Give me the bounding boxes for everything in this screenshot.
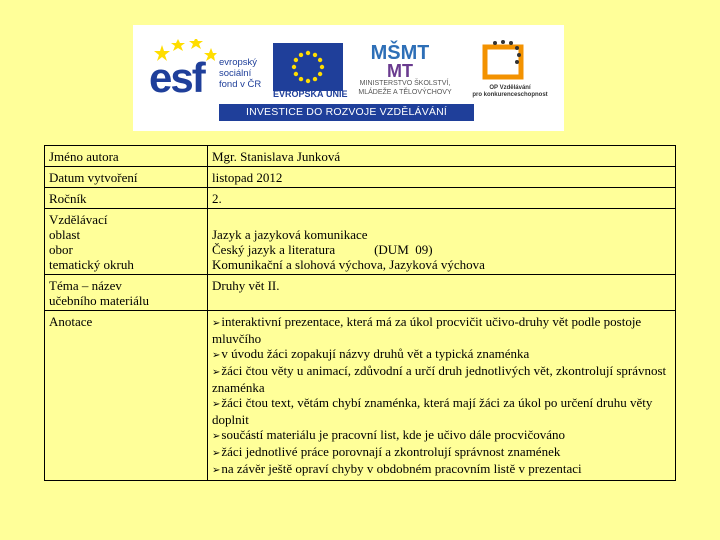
arrow-bullet-icon: ➢ bbox=[212, 465, 221, 476]
annotation-bullet: ➢žáci čtou věty u animací, zdůvodní a určí druh jednotlivých vět, zkontrolují správnost znaménka bbox=[212, 363, 667, 395]
table-row bbox=[45, 311, 676, 481]
grade-value: 2. bbox=[208, 188, 676, 209]
arrow-bullet-icon: ➢ bbox=[212, 318, 221, 329]
annotation-bullet: ➢interaktivní prezentace, která má za úkol procvičit učivo-druhy vět podle postoje mluvčího bbox=[212, 314, 642, 346]
msmt-mark-icon bbox=[371, 39, 429, 79]
eu-caption: EVROPSKÁ UNIE bbox=[273, 89, 348, 99]
logo-banner bbox=[133, 25, 564, 131]
eu-star-icon bbox=[306, 51, 310, 55]
date-label: Datum vytvoření bbox=[45, 167, 208, 188]
author-label: Jméno autora bbox=[45, 146, 208, 167]
eu-star-icon bbox=[320, 65, 324, 69]
op-logo-icon bbox=[477, 39, 529, 85]
annotation-label: Anotace bbox=[45, 311, 208, 481]
annotation-bullet: ➢součástí materiálu je pracovní list, kde je učivo dále procvičováno bbox=[212, 427, 566, 442]
invest-bar bbox=[219, 104, 474, 121]
esf-caption: evropský sociální fond v ČR bbox=[219, 57, 262, 90]
author-value: Mgr. Stanislava Junková bbox=[208, 146, 676, 167]
eu-star-icon bbox=[294, 58, 298, 62]
eu-star-icon bbox=[306, 79, 310, 83]
area-value: Jazyk a jazyková komunikace Český jazyk a literatura (DUM 09) Komunikační a slohová výchova, Jazyková výchova bbox=[208, 209, 676, 275]
arrow-bullet-icon: ➢ bbox=[212, 367, 221, 378]
eu-star-icon bbox=[292, 65, 296, 69]
op-caption: OP Vzdělávání pro konkurenceschopnost bbox=[472, 85, 548, 98]
eu-star-icon bbox=[313, 77, 317, 81]
metadata-table bbox=[44, 145, 676, 481]
invest-caption: INVESTICE DO ROZVOJE VZDĚLÁVÁNÍ bbox=[245, 106, 448, 118]
annotation-value bbox=[208, 311, 676, 481]
annotation-bullet: ➢na závěr ještě opraví chyby v obdobném pracovním listě v prezentaci bbox=[212, 461, 582, 476]
annotation-bullet: ➢v úvodu žáci zopakují názvy druhů vět a typická znaménka bbox=[212, 346, 530, 361]
eu-star-icon bbox=[313, 53, 317, 57]
eu-star-icon bbox=[299, 77, 303, 81]
annotation-bullet: ➢žáci jednotlivé práce porovnají a zkontrolují správnost znamének bbox=[212, 444, 561, 459]
msmt-logo bbox=[371, 39, 429, 79]
esf-logo: esf bbox=[149, 54, 204, 101]
topic-value: Druhy vět II. bbox=[208, 275, 676, 311]
date-value: listopad 2012 bbox=[208, 167, 676, 188]
table-row bbox=[45, 167, 676, 188]
arrow-bullet-icon: ➢ bbox=[212, 448, 221, 459]
svg-text:MŠMT: MŠMT bbox=[371, 42, 429, 64]
table-row bbox=[45, 275, 676, 311]
table-row bbox=[45, 146, 676, 167]
arrow-bullet-icon: ➢ bbox=[212, 350, 221, 361]
svg-text:MT: MT bbox=[387, 61, 413, 79]
eu-star-icon bbox=[294, 72, 298, 76]
grade-label: Ročník bbox=[45, 188, 208, 209]
msmt-caption: MINISTERSTVO ŠKOLSTVÍ, MLÁDEŽE A TĚLOVÝCHOVY bbox=[358, 80, 452, 96]
area-label: Vzdělávací oblast obor tematický okruh bbox=[45, 209, 208, 275]
table-row bbox=[45, 188, 676, 209]
annotation-bullet: ➢žáci čtou text, větám chybí znaménka, která mají žáci za úkol po určení druhu věty doplnit bbox=[212, 395, 653, 427]
eu-flag-icon bbox=[273, 43, 343, 91]
arrow-bullet-icon: ➢ bbox=[212, 399, 221, 410]
table-row bbox=[45, 209, 676, 275]
arrow-bullet-icon: ➢ bbox=[212, 431, 221, 442]
eu-star-icon bbox=[318, 58, 322, 62]
eu-star-icon bbox=[299, 53, 303, 57]
eu-star-icon bbox=[318, 72, 322, 76]
topic-label: Téma – název učebního materiálu bbox=[45, 275, 208, 311]
